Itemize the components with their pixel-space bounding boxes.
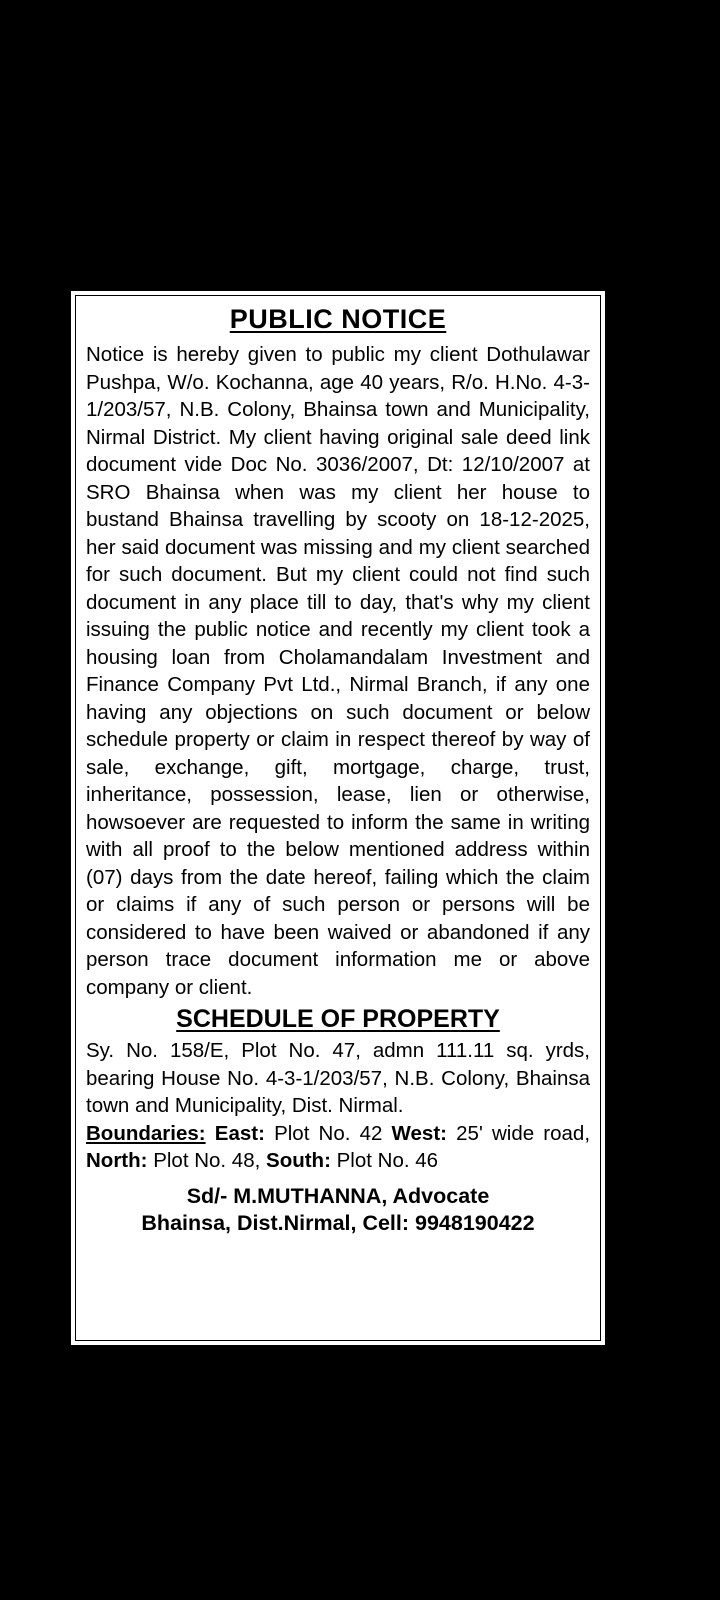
public-notice-advertisement [68,288,608,1348]
boundary-south-label: South: [266,1149,331,1172]
boundary-south-value: Plot No. 46 [336,1149,439,1172]
boundary-north-value: Plot No. 48, [153,1149,261,1172]
signoff-advocate: Sd/- M.MUTHANNA, Advocate [186,1183,490,1208]
schedule-text: Sy. No. 158/E, Plot No. 47, admn 111.11 sq. yrds, bearing House No. 4-3-1/203/57, N.B. Colony, Bhainsa town and Municipality, Dist. Nirmal. [86,1039,590,1117]
notice-heading: PUBLIC NOTICE [229,304,447,334]
boundary-west-value: 25' wide road, [456,1121,591,1145]
signoff-address: Bhainsa, Dist.Nirmal, Cell: 9948190422 [141,1210,535,1235]
boundary-east-value: Plot No. 42 [274,1121,383,1145]
boundary-north-label: North: [86,1149,148,1172]
notice-body-text: Notice is hereby given to public my client Dothulawar Pushpa, W/o. Kochanna, age 40 years, R/o. H.No. 4-3-1/203/57, N.B. Colony, Bhainsa town and Municipality, Nirmal District. My client having original sale deed link document vide Doc No. 3036/2007, Dt: 12/10/2007 at SRO Bhainsa when was my client her house to bustand Bhainsa travelling by scooty on 18-12-2025, her said document was missing and my client searched for such document. But my client could not find such document in any place till to day, that's why my client issuing the public notice and recently my client took a housing loan from Cholamandalam Investment and Finance Company Pvt Ltd., Nirmal Branch, if any one having any objections on such document or below schedule property or claim in respect thereof by way of sale, exchange, gift, mortgage, charge, trust, inheritance, possession, lease, lien or otherwise, howsoever are requested to inform the same in writing with all proof to the below mentioned address within (07) days from the date hereof, failing which the claim or claims if any of such person or persons will be considered to have been waived or abandoned if any person trace document information me or above company or client. [86,343,590,999]
boundaries-line [86,1120,590,1175]
schedule-heading: SCHEDULE OF PROPERTY [176,1005,500,1033]
boundaries-label: Boundaries: [86,1121,206,1145]
notice-inner-border [75,295,601,1341]
boundary-east-label: East: [214,1121,265,1145]
boundary-west-label: West: [391,1121,447,1145]
